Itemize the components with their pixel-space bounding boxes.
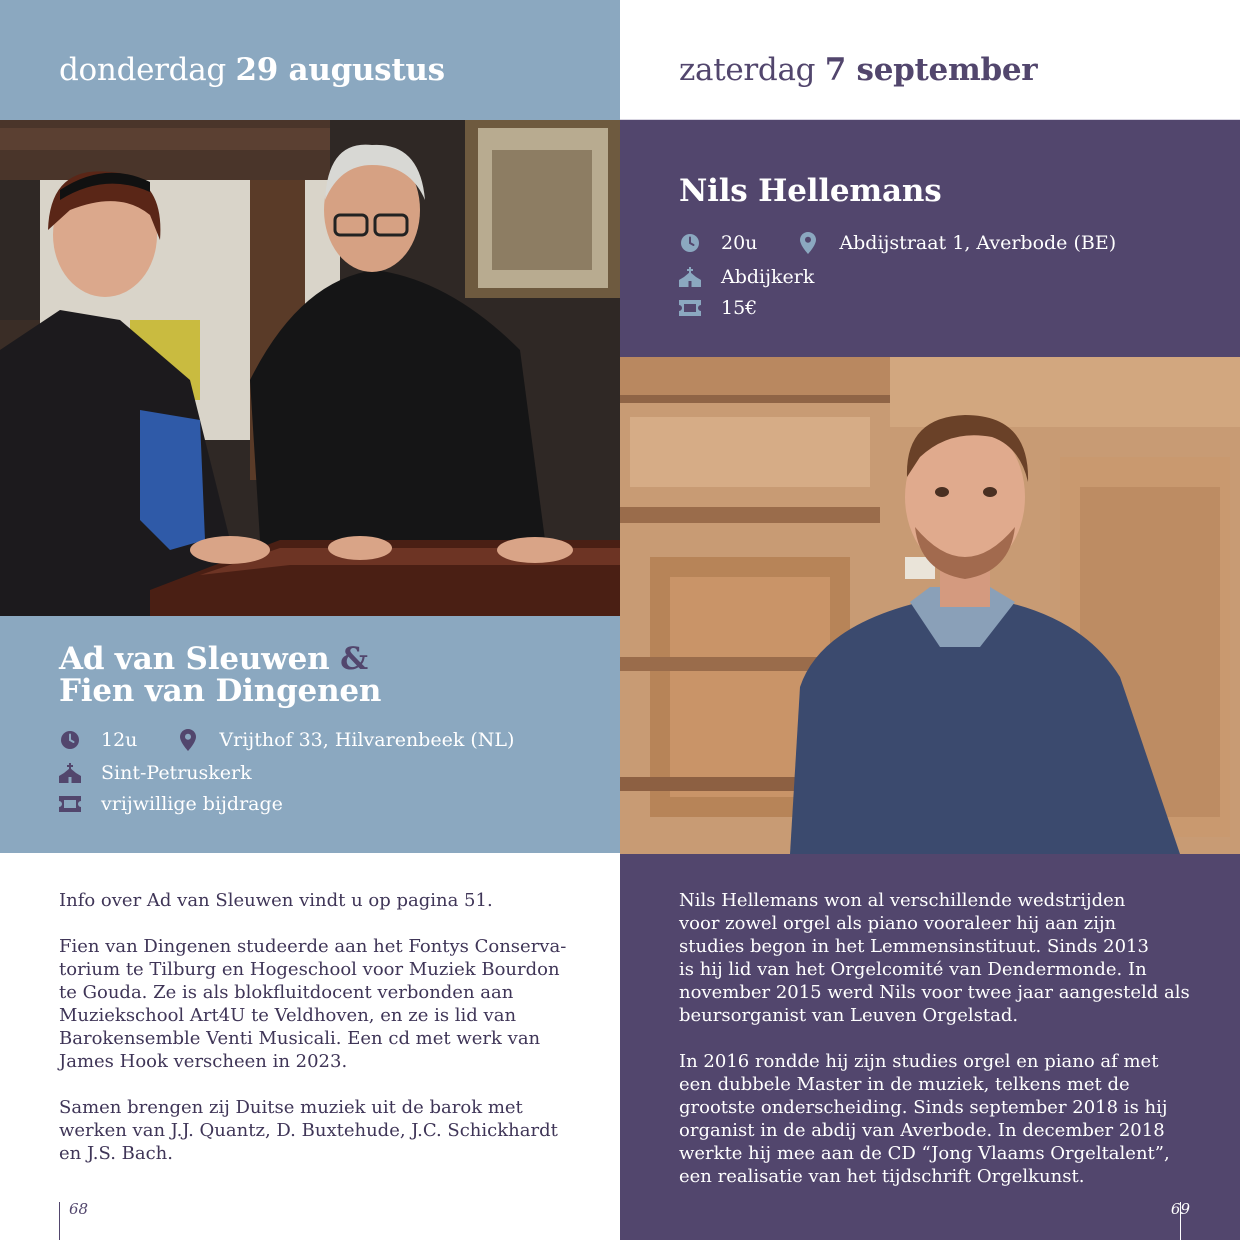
- event-info-right: [620, 120, 1240, 357]
- paragraph: In 2016 rondde hij zijn studies orgel en piano af met een dubbele Master in de muziek, telkens met de grootste onderscheiding. Sinds september 2018 is hij organist in de abdij van Averbode. In december 2018 werkte hij mee aan de CD “Jong Vlaams Orgeltalent”, een realisatie van het tijdschrift Orgelkunst.: [679, 1051, 1170, 1187]
- church-icon: [59, 762, 81, 784]
- price-row-right: 15€: [679, 295, 757, 321]
- photo-duo: [0, 120, 620, 616]
- artist-names-left: Ad van Sleuwen & Fien van Dingenen: [59, 641, 382, 709]
- photo-organist: [620, 357, 1240, 854]
- duo-photo-illustration: [0, 120, 620, 616]
- time-location-row-left: 12u Vrijthof 33, Hilvarenbeek (NL): [59, 727, 514, 753]
- description-right: [679, 889, 1190, 1211]
- date-header-left: [0, 0, 620, 120]
- artist-name-right: Nils Hellemans: [679, 173, 942, 209]
- ticket-icon: [679, 297, 701, 319]
- page-number-right: 69: [1170, 1200, 1190, 1218]
- event-date-left: donderdag 29 augustus: [59, 52, 445, 88]
- price-row-left: vrijwillige bijdrage: [59, 791, 283, 817]
- page-number-rule: [59, 1202, 60, 1240]
- clock-icon: [59, 729, 81, 751]
- right-page: [620, 0, 1240, 1240]
- map-pin-icon: [797, 232, 819, 254]
- map-pin-icon: [177, 729, 199, 751]
- organist-photo-illustration: [620, 357, 1240, 854]
- event-info-left: [0, 616, 620, 853]
- description-left: [59, 889, 566, 1188]
- venue-row-left: Sint-Petruskerk: [59, 760, 252, 786]
- page-number-left: 68: [69, 1200, 89, 1218]
- paragraph: Samen brengen zij Duitse muziek uit de barok met werken van J.J. Quantz, D. Buxtehude, J.C. Schickhardt en J.S. Bach.: [59, 1097, 558, 1164]
- clock-icon: [679, 232, 701, 254]
- event-date-right: zaterdag 7 september: [679, 52, 1038, 88]
- paragraph: Nils Hellemans won al verschillende wedstrijden voor zowel orgel als piano vooraleer hij aan zijn studies begon in het Lemmensinstituut. Sinds 2013 is hij lid van het Orgelcomité van Dendermonde. In november 2015 werd Nils voor twee jaar aangesteld als beursorganist van Leuven Orgelstad.: [679, 890, 1190, 1026]
- church-icon: [679, 266, 701, 288]
- venue-row-right: Abdijkerk: [679, 264, 814, 290]
- time-location-row-right: 20u Abdijstraat 1, Averbode (BE): [679, 230, 1116, 256]
- paragraph: Info over Ad van Sleuwen vindt u op pagina 51.: [59, 890, 493, 911]
- ticket-icon: [59, 793, 81, 815]
- date-header-right: [620, 0, 1240, 120]
- paragraph: Fien van Dingenen studeerde aan het Fontys Conserva- torium te Tilburg en Hogeschool voor Muziek Bourdon te Gouda. Ze is als blokfluitdocent verbonden aan Muziekschool Art4U te Veldhoven, en ze is lid van Barokensemble Venti Musicali. Een cd met werk van James Hook verscheen in 2023.: [59, 936, 567, 1072]
